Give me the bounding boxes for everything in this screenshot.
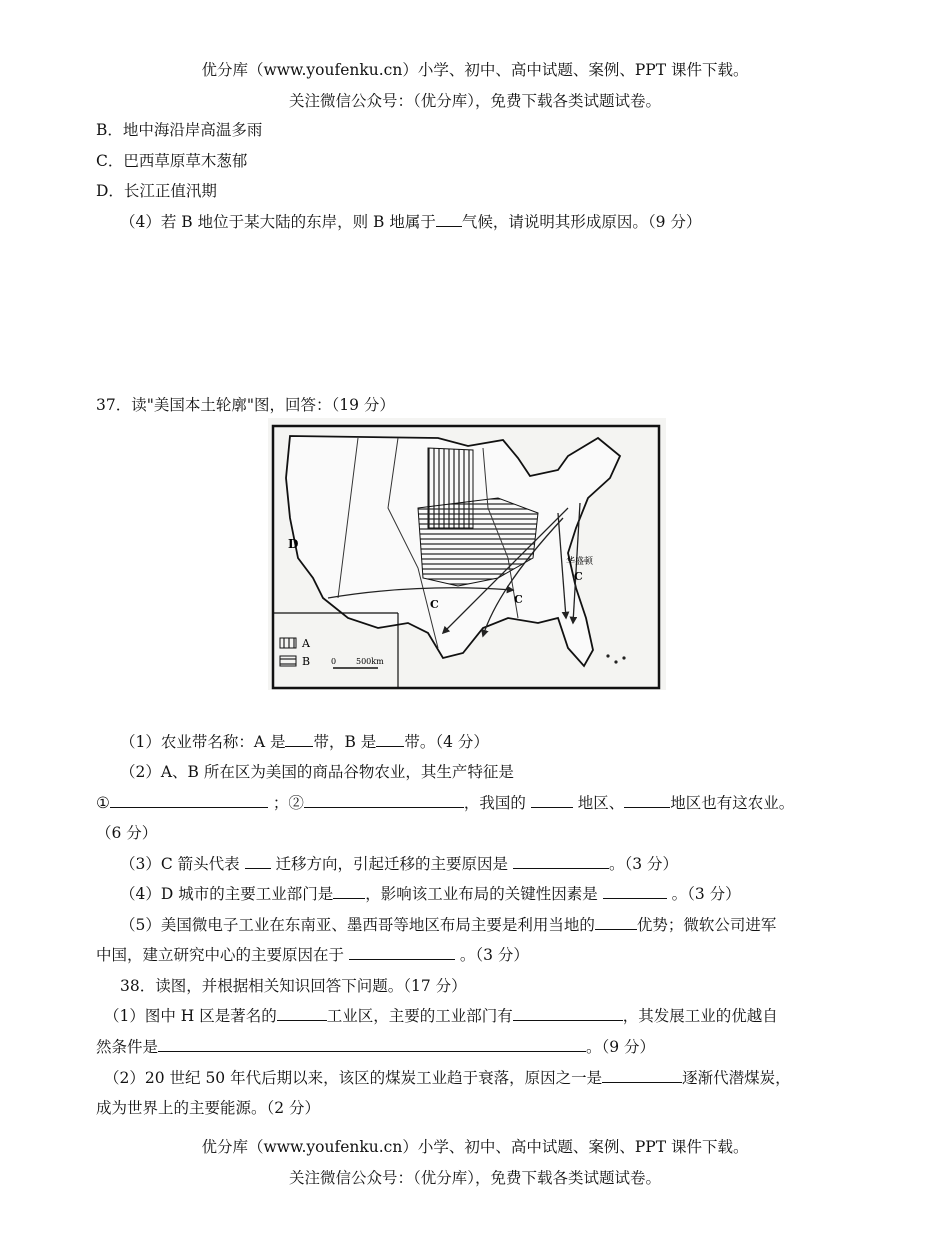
q37-part-1: （1）农业带名称：A 是 带，B 是 带。（4 分）: [120, 733, 489, 751]
q37-part-5-line-2: 中国，建立研究中心的主要原因在于 。（3 分）: [96, 946, 529, 964]
q37-part-2-line-3: （6 分）: [96, 824, 158, 842]
q38-part-1-line-2: 然条件是 。（9 分）: [96, 1038, 656, 1056]
question-36-4: [120, 212, 701, 232]
q38-part-2-line-1: （2）20 世纪 50 年代后期以来，该区的煤炭工业趋于衰落，原因之一是 逐渐代潜煤炭，: [104, 1069, 791, 1087]
answer-blank[interactable]: [245, 854, 271, 869]
option-b: B．地中海沿岸高温多雨: [96, 121, 263, 139]
answer-blank[interactable]: [376, 732, 404, 747]
q37-part-3: （3）C 箭头代表 迁移方向，引起迁移的主要原因是 。（3 分）: [120, 855, 679, 873]
question-38-title: 38．读图，并根据相关知识回答下问题。（17 分）: [120, 977, 467, 995]
answer-blank[interactable]: [531, 793, 573, 808]
scale-value: 500km: [356, 657, 384, 666]
footer-line-1: 优分库（www.youfenku.cn）小学、初中、高中试题、案例、PPT 课件下载。: [201, 1138, 749, 1156]
city-label: 华盛顿: [566, 557, 594, 567]
label-c: C: [430, 598, 439, 611]
answer-blank[interactable]: [436, 212, 462, 227]
option-d: D．长江正值汛期: [96, 182, 217, 200]
header-line-2: 关注微信公众号：（优分库），免费下载各类试题试卷。: [288, 92, 661, 110]
legend-label-a: A: [302, 637, 310, 650]
answer-blank[interactable]: [333, 884, 365, 899]
answer-blank[interactable]: [349, 945, 455, 960]
answer-blank[interactable]: [624, 793, 670, 808]
q37-part-5-line-1: （5）美国微电子工业在东南亚、墨西哥等地区布局主要是利用当地的 优势；微软公司进军: [120, 916, 777, 934]
scale-zero: 0: [331, 657, 337, 666]
answer-blank[interactable]: [110, 793, 268, 808]
label-d: D: [288, 537, 299, 551]
answer-blank[interactable]: [304, 793, 464, 808]
answer-blank[interactable]: [513, 854, 609, 869]
question-37-title: 37．读"美国本土轮廓"图，回答：（19 分）: [96, 396, 395, 414]
answer-blank[interactable]: [285, 732, 313, 747]
legend-swatch-a: [280, 638, 296, 648]
q37-part-2-line-1: （2）A、B 所在区为美国的商品谷物农业，其生产特征是: [120, 763, 514, 781]
answer-blank[interactable]: [513, 1006, 623, 1021]
legend-label-b: B: [302, 655, 311, 668]
answer-blank[interactable]: [603, 884, 667, 899]
footer-line-2: 关注微信公众号：（优分库），免费下载各类试题试卷。: [288, 1169, 661, 1187]
q38-part-1-line-1: （1）图中 H 区是著名的 工业区，主要的工业部门有 ，其发展工业的优越自: [104, 1007, 778, 1025]
answer-blank[interactable]: [277, 1006, 327, 1021]
q36-4-pre: （4）若 B 地位于某大陆的东岸，则 B 地属于: [120, 213, 436, 231]
usa-outline-map: [268, 418, 666, 690]
header-line-1: 优分库（www.youfenku.cn）小学、初中、高中试题、案例、PPT 课件下载。: [201, 61, 749, 79]
legend-swatch-b: [280, 656, 296, 666]
answer-blank[interactable]: [595, 915, 637, 930]
q37-part-4: （4）D 城市的主要工业部门是 ，影响该工业布局的关键性因素是 。（3 分）: [120, 885, 741, 903]
label-c: C: [574, 570, 583, 583]
q36-4-post: 气候，请说明其形成原因。（9 分）: [461, 213, 702, 231]
q38-part-2-line-2: 成为世界上的主要能源。（2 分）: [96, 1099, 321, 1117]
answer-blank[interactable]: [602, 1068, 682, 1083]
option-c: C．巴西草原草木葱郁: [96, 152, 248, 170]
q37-part-2-line-2: ① ；② ，我国的 地区、 地区也有这农业。: [96, 794, 795, 812]
answer-blank[interactable]: [158, 1037, 586, 1052]
label-c: C: [514, 593, 523, 606]
